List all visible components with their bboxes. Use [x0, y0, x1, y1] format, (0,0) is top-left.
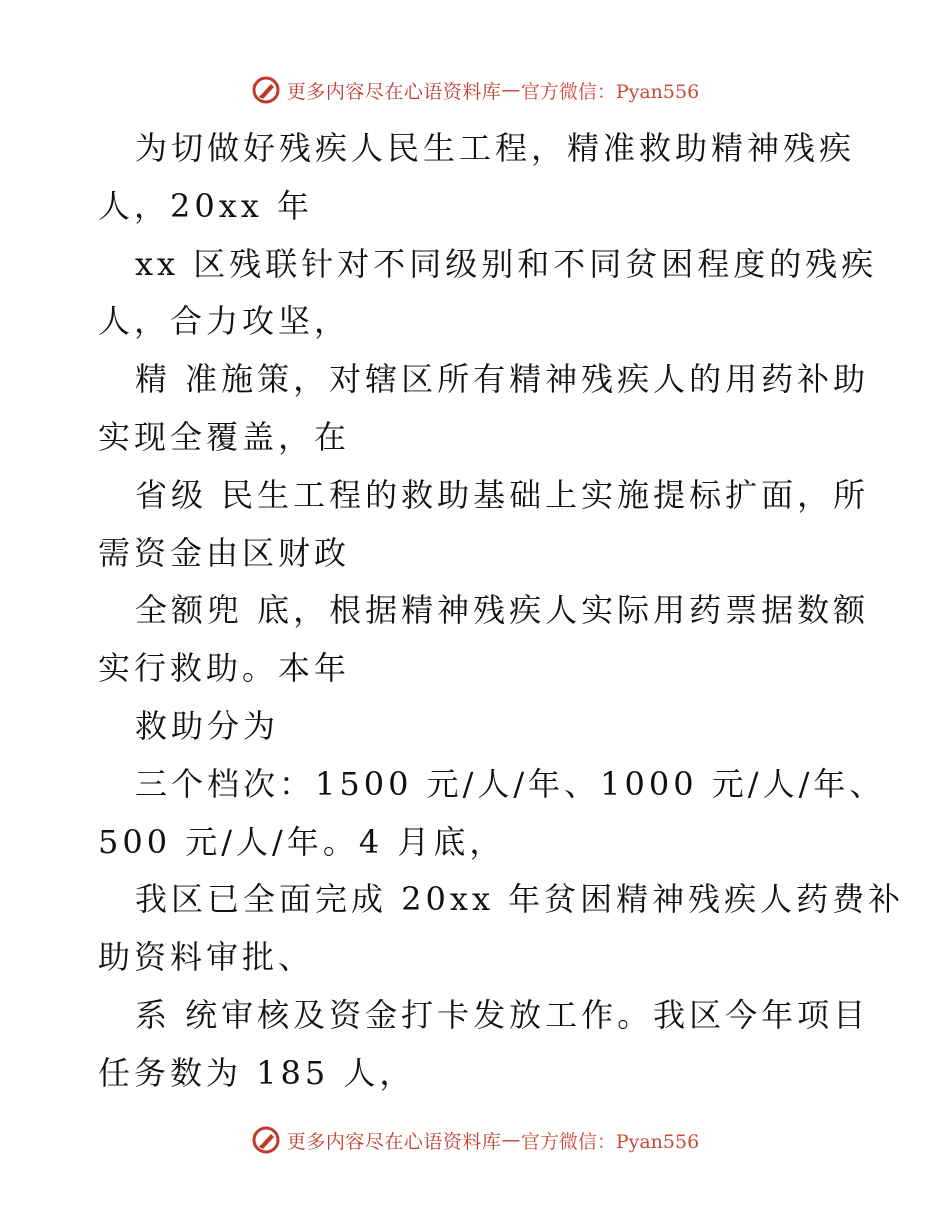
body-line: 全额兜 底，根据精神残疾人实际用药票据数额: [135, 591, 870, 630]
header-banner-separator: —: [501, 79, 521, 101]
body-line: 实行救助。本年: [98, 649, 351, 688]
header-banner-text: 更多内容尽在心语资料库: [286, 80, 502, 103]
footer-banner-text: 更多内容尽在心语资料库: [286, 1130, 502, 1153]
header-banner-contact: 官方微信：Pyan556: [520, 80, 700, 103]
footer-banner-contact: 官方微信：Pyan556: [520, 1130, 700, 1153]
body-line: 实现全覆盖，在: [98, 417, 351, 456]
body-line: 精 准施策，对辖区所有精神残疾人的用药补助: [135, 360, 870, 399]
body-line: 人，20xx 年: [98, 186, 313, 225]
body-line: 系 统审核及资金打卡发放工作。我区今年项目: [135, 995, 870, 1034]
pen-logo-icon: [251, 75, 281, 105]
document-body: [98, 120, 905, 1103]
body-line: 三个档次：1500 元/人/年、1000 元/人/年、: [135, 764, 886, 803]
footer-banner: [0, 1120, 950, 1160]
body-line: 需资金由区财政: [98, 533, 351, 572]
body-line: 助资料审批、: [98, 938, 315, 977]
body-line: 任务数为 185 人，: [98, 1053, 416, 1092]
body-line: 省级 民生工程的救助基础上实施提标扩面，所: [135, 475, 870, 514]
pen-logo-icon: [251, 1125, 281, 1155]
body-line: 我区已全面完成 20xx 年贫困精神残疾人药费补: [135, 880, 905, 919]
body-line: 为切做好残疾人民生工程，精准救助精神残疾: [135, 129, 856, 167]
body-line: 人，合力攻坚，: [98, 302, 351, 341]
body-line: 500 元/人/年。4 月底，: [98, 822, 506, 861]
body-line: xx 区残联针对不同级别和不同贫困程度的残疾: [135, 244, 878, 283]
header-banner: [0, 70, 950, 110]
body-line: 救助分为: [135, 706, 280, 745]
footer-banner-separator: —: [501, 1129, 521, 1151]
